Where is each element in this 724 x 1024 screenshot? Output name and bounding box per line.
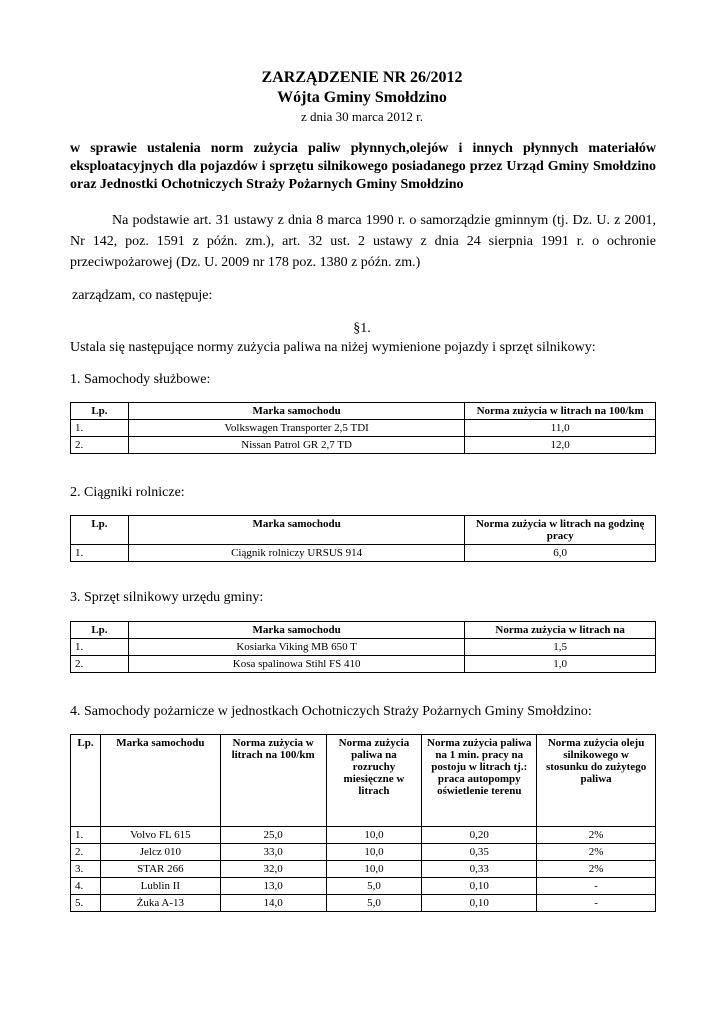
table-cell: 2. bbox=[71, 656, 129, 673]
table-cell: 5. bbox=[71, 895, 101, 912]
table-cell: 5,0 bbox=[326, 878, 422, 895]
table-cell: Jelcz 010 bbox=[100, 844, 220, 861]
table-cell: 2. bbox=[71, 437, 129, 454]
table-cell: 12,0 bbox=[465, 437, 656, 454]
table-cell: STAR 266 bbox=[100, 861, 220, 878]
table-cell: 0,10 bbox=[422, 878, 537, 895]
table-header-row bbox=[71, 403, 656, 420]
header-cell: Norma zużycia paliwa na rozruchy miesięczne w litrach bbox=[326, 735, 422, 827]
table-row bbox=[71, 895, 656, 912]
table-cell: 0,20 bbox=[422, 827, 537, 844]
table-cell: Ciągnik rolniczy URSUS 914 bbox=[128, 545, 464, 562]
table-row bbox=[71, 878, 656, 895]
table-row bbox=[71, 639, 656, 656]
table-cell: 2. bbox=[71, 844, 101, 861]
section-4-heading: 4. Samochody pożarnicze w jednostkach Ochotniczych Straży Pożarnych Gminy Smołdzino: bbox=[70, 704, 592, 719]
table-cell: 13,0 bbox=[220, 878, 326, 895]
table-cell: 1. bbox=[71, 827, 101, 844]
table-cell: 10,0 bbox=[326, 861, 422, 878]
orders-line: zarządzam, co następuje: bbox=[72, 288, 213, 303]
table-cell: 4. bbox=[71, 878, 101, 895]
table-row bbox=[71, 545, 656, 562]
header-cell: Lp. bbox=[71, 622, 129, 639]
section-4-table bbox=[70, 734, 656, 912]
table-cell: Żuka A-13 bbox=[100, 895, 220, 912]
intro-text: Ustala się następujące normy zużycia paliwa na niżej wymienione pojazdy i sprzęt silnikowy: bbox=[70, 340, 596, 355]
table-cell: 1,5 bbox=[465, 639, 656, 656]
table-cell: 2% bbox=[537, 861, 656, 878]
table-cell: Kosa spalinowa Stihl FS 410 bbox=[128, 656, 464, 673]
legal-basis: Na podstawie art. 31 ustawy z dnia 8 marca 1990 r. o samorządzie gminnym (tj. Dz. U. z 2001, Nr 142, poz. 1591 z późn. zm.), art. 32 ust. 2 ustawy z dnia 24 sierpnia 1991 r. o ochronie przeciwpożarowej (Dz. U. 2009 nr 178 poz. 1380 z późn. zm.) bbox=[70, 213, 656, 270]
header-cell: Lp. bbox=[71, 516, 129, 545]
table-cell: 25,0 bbox=[220, 827, 326, 844]
section-2-heading: 2. Ciągniki rolnicze: bbox=[70, 485, 185, 500]
table-cell: 1. bbox=[71, 545, 129, 562]
table-row bbox=[71, 420, 656, 437]
document-subject: w sprawie ustalenia norm zużycia paliw płynnych,olejów i innych płynnych materiałów eksploatacyjnych dla pojazdów i sprzętu silnikowego posiadanego przez Urząd Gminy Smołdzino oraz Jednostki Ochotniczych Straży Pożarnych Gminy Smołdzino bbox=[70, 141, 656, 192]
section-1-table bbox=[70, 402, 656, 454]
section-1-heading: 1. Samochody służbowe: bbox=[70, 372, 211, 387]
header-cell: Marka samochodu bbox=[128, 622, 464, 639]
table-cell: - bbox=[537, 878, 656, 895]
header-cell: Norma zużycia w litrach na 100/km bbox=[465, 403, 656, 420]
table-cell: 3. bbox=[71, 861, 101, 878]
header-cell: Norma zużycia w litrach na 100/km bbox=[220, 735, 326, 827]
table-row bbox=[71, 656, 656, 673]
table-row bbox=[71, 861, 656, 878]
table-cell: Nissan Patrol GR 2,7 TD bbox=[128, 437, 464, 454]
table-cell: Lublin II bbox=[100, 878, 220, 895]
table-cell: 1. bbox=[71, 639, 129, 656]
header-cell: Norma zużycia oleju silnikowego w stosunku do zużytego paliwa bbox=[537, 735, 656, 827]
table-header-row bbox=[71, 516, 656, 545]
table-cell: 0,10 bbox=[422, 895, 537, 912]
section-2-table bbox=[70, 515, 656, 562]
table-cell: 0,35 bbox=[422, 844, 537, 861]
table-cell: Volvo FL 615 bbox=[100, 827, 220, 844]
header-cell: Lp. bbox=[71, 735, 101, 827]
table-cell: Volkswagen Transporter 2,5 TDI bbox=[128, 420, 464, 437]
header-cell: Marka samochodu bbox=[128, 516, 464, 545]
document-date: z dnia 30 marca 2012 r. bbox=[300, 109, 423, 124]
table-cell: Kosiarka Viking MB 650 T bbox=[128, 639, 464, 656]
table-cell: 11,0 bbox=[465, 420, 656, 437]
table-cell: 5,0 bbox=[326, 895, 422, 912]
table-cell: 1. bbox=[71, 420, 129, 437]
document-title: ZARZĄDZENIE NR 26/2012 bbox=[261, 69, 463, 86]
table-cell: 2% bbox=[537, 844, 656, 861]
paragraph-mark: §1. bbox=[353, 321, 371, 336]
table-cell: 10,0 bbox=[326, 827, 422, 844]
header-cell: Lp. bbox=[71, 403, 129, 420]
table-cell: - bbox=[537, 895, 656, 912]
section-3-heading: 3. Sprzęt silnikowy urzędu gminy: bbox=[70, 590, 264, 605]
table-cell: 14,0 bbox=[220, 895, 326, 912]
header-cell: Marka samochodu bbox=[100, 735, 220, 827]
table-header-row bbox=[71, 622, 656, 639]
table-cell: 10,0 bbox=[326, 844, 422, 861]
table-cell: 6,0 bbox=[465, 545, 656, 562]
table-cell: 32,0 bbox=[220, 861, 326, 878]
header-cell: Norma zużycia paliwa na 1 min. pracy na postoju w litrach tj.: praca autopompy oświetlenie terenu bbox=[422, 735, 537, 827]
table-row bbox=[71, 437, 656, 454]
document-issuer: Wójta Gminy Smołdzino bbox=[277, 89, 447, 106]
table-row bbox=[71, 827, 656, 844]
header-cell: Norma zużycia w litrach na bbox=[465, 622, 656, 639]
table-cell: 1,0 bbox=[465, 656, 656, 673]
table-cell: 2% bbox=[537, 827, 656, 844]
table-cell: 0,33 bbox=[422, 861, 537, 878]
table-cell: 33,0 bbox=[220, 844, 326, 861]
header-cell: Marka samochodu bbox=[128, 403, 464, 420]
table-header-row bbox=[71, 735, 656, 827]
table-row bbox=[71, 844, 656, 861]
header-cell: Norma zużycia w litrach na godzinę pracy bbox=[465, 516, 656, 545]
section-3-table bbox=[70, 621, 656, 673]
